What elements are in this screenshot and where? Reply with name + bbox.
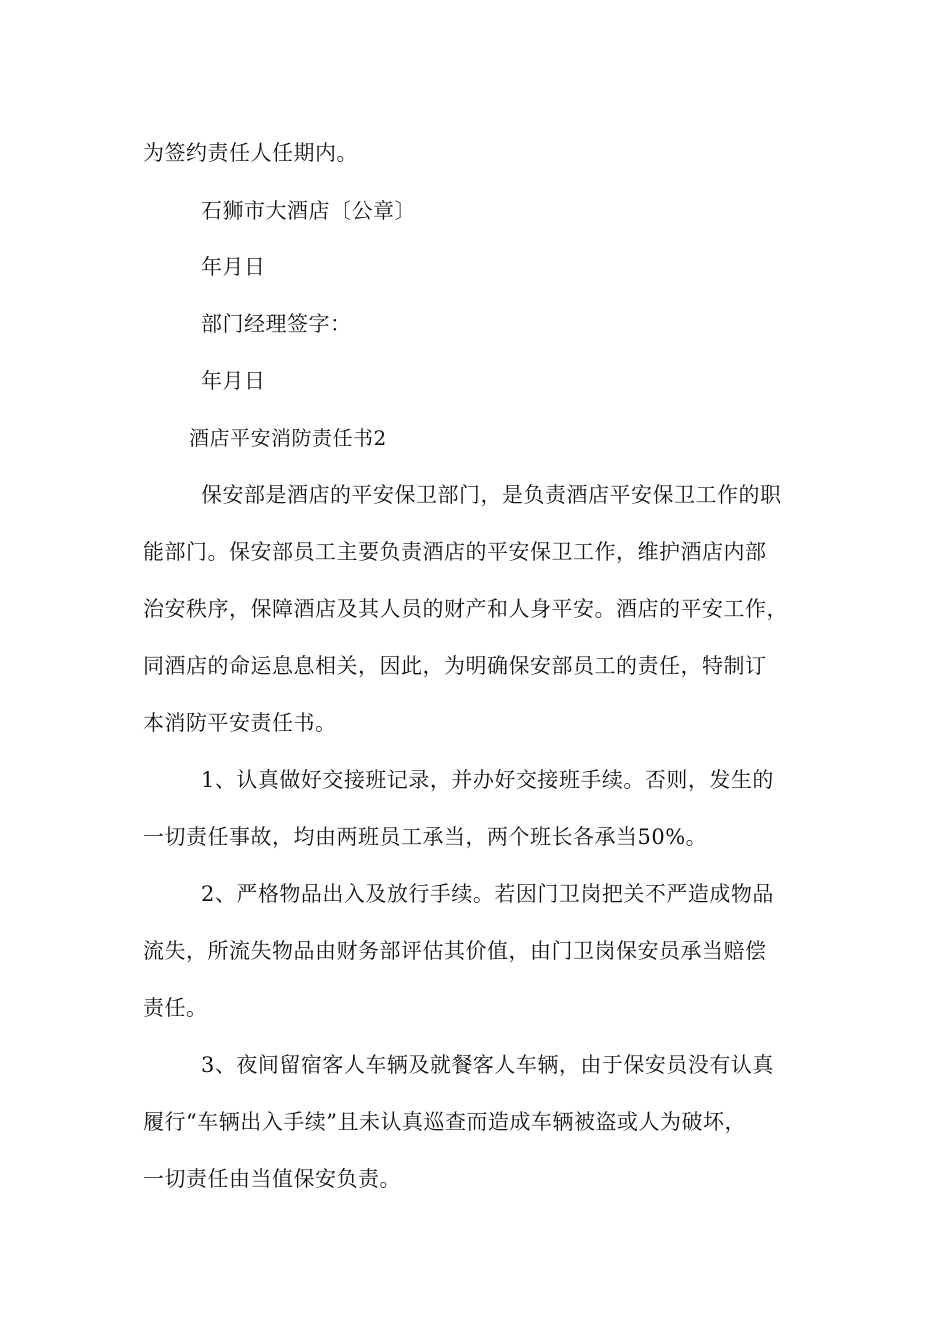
manager-signature-line: 部门经理签字： — [201, 312, 352, 336]
clause-line: 履行“车辆出入手续”且未认真巡查而造成车辆被盗或人为破坏， — [143, 1110, 746, 1134]
paragraph-line: 本消防平安责任书。 — [143, 711, 337, 735]
clause-line: 3、夜间留宿客人车辆及就餐客人车辆，由于保安员没有认真 — [201, 1053, 774, 1077]
paragraph-line: 保安部是酒店的平安保卫部门，是负责酒店平安保卫工作的职 — [201, 483, 782, 507]
date-line: 年月日 — [201, 255, 266, 279]
paragraph-line: 同酒店的命运息息相关，因此，为明确保安部员工的责任，特制订 — [143, 654, 767, 678]
clause-line: 2、严格物品出入及放行手续。若因门卫岗把关不严造成物品 — [201, 882, 774, 906]
text-line: 为签约责任人任期内。 — [143, 141, 358, 165]
clause-line: 1、认真做好交接班记录，并办好交接班手续。否则，发生的 — [201, 768, 774, 792]
company-seal-line: 石狮市大酒店〔公章〕 — [201, 199, 416, 223]
clause-line: 一切责任由当值保安负责。 — [143, 1167, 401, 1191]
paragraph-line: 能部门。保安部员工主要负责酒店的平安保卫工作，维护酒店内部 — [143, 540, 767, 564]
clause-line: 责任。 — [143, 996, 208, 1020]
clause-line: 一切责任事故，均由两班员工承当，两个班长各承当50%。 — [143, 825, 708, 849]
paragraph-line: 治安秩序，保障酒店及其人员的财产和人身平安。酒店的平安工作， — [143, 597, 788, 621]
section-title: 酒店平安消防责任书2 — [189, 426, 387, 450]
date-line: 年月日 — [201, 369, 266, 393]
clause-line: 流失，所流失物品由财务部评估其价值，由门卫岗保安员承当赔偿 — [143, 939, 767, 963]
